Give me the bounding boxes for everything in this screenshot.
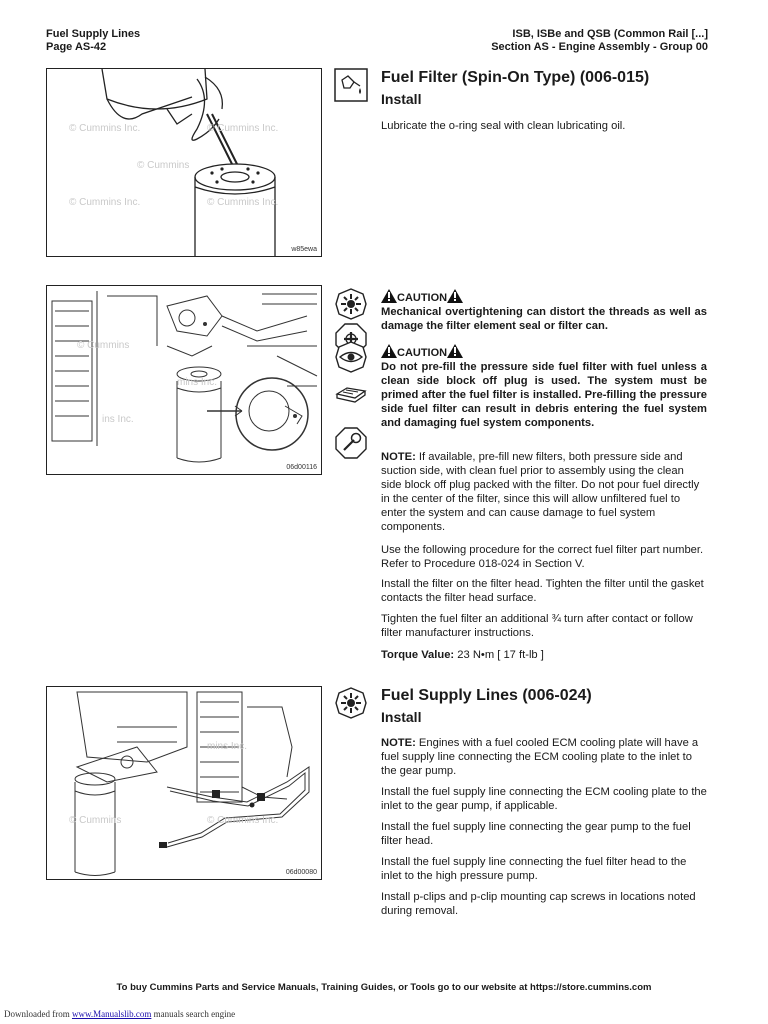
warning-triangle-icon <box>381 289 397 303</box>
note-text: If available, pre-fill new filters, both pressure side and suction side, with clean fuel prior to assembly using the clean side block off plug packed with the filter. Do not pour fuel directly in the center of the filter, since this will allow unfiltered fuel to enter the system and can cause damage to fuel system components. <box>381 451 700 533</box>
manual-title: ISB, ISBe and QSB (Common Rail [...] <box>512 28 708 40</box>
copyright-watermark: mins Inc. <box>207 741 248 752</box>
subsection-install: Install <box>381 709 422 725</box>
refer-manual-icon <box>334 376 368 410</box>
note-text: Engines with a fuel cooled ECM cooling plate will have a fuel supply line connecting the ECM cooling plate to the inlet to the gear pump. <box>381 737 699 777</box>
caution-text-overtightening: Mechanical overtightening can distort the threads as well as damage the filter element seal or filter can. <box>381 306 707 332</box>
copyright-watermark: © Cummins Inc. <box>207 815 279 826</box>
paragraph-tighten-filter: Tighten the fuel filter an additional ¾ turn after contact or follow filter manufacturer instructions. <box>381 613 693 639</box>
copyright-watermark: © Cummins Inc. <box>69 123 141 134</box>
warning-triangle-icon <box>447 344 463 358</box>
note-label: NOTE: <box>381 737 416 749</box>
caution-heading-1 <box>381 289 463 305</box>
step-lubricate: Lubricate the o-ring seal with clean lubricating oil. <box>381 120 626 132</box>
manualslib-link[interactable]: www.Manualslib.com <box>71 1009 152 1019</box>
caution-label: CAUTION <box>397 347 448 359</box>
torque-amount: 23 N•m [ 17 ft-lb ] <box>454 649 544 661</box>
subsection-install: Install <box>381 91 422 107</box>
engine-component-icon <box>334 686 368 720</box>
copyright-watermark: mins Inc. <box>177 377 218 388</box>
download-source <box>4 1009 235 1019</box>
download-suffix: manuals search engine <box>151 1009 236 1019</box>
page-number: Page AS-42 <box>46 41 107 53</box>
fuel-lines-illustration <box>47 687 321 879</box>
figure-lubricate-oring <box>46 68 322 257</box>
figure-install-filter <box>46 285 322 475</box>
figure-id: 06d00116 <box>286 464 317 471</box>
running-header-right <box>491 28 708 54</box>
running-header-left <box>46 28 140 54</box>
paragraph-p-clips: Install p-clips and p-clip mounting cap screws in locations noted during removal. <box>381 891 696 917</box>
copyright-watermark: © Cummins Inc. <box>69 197 141 208</box>
torque-wrench-icon <box>334 426 368 460</box>
figure-fuel-supply-lines <box>46 686 322 880</box>
caution-heading-2 <box>381 344 463 360</box>
inspect-eye-icon <box>334 340 368 374</box>
copyright-watermark: © Cummins Inc. <box>207 197 279 208</box>
figure-id: w85ewa <box>291 246 317 253</box>
warning-triangle-icon <box>447 289 463 303</box>
copyright-watermark: © Cummins <box>77 340 130 351</box>
section-title-fuel-filter: Fuel Filter (Spin-On Type) (006-015) <box>381 69 650 86</box>
torque-label: Torque Value: <box>381 649 455 661</box>
paragraph-install-filter: Install the filter on the filter head. Tighten the filter until the gasket contacts the filter head surface. <box>381 578 704 604</box>
copyright-watermark: © Cummins <box>137 160 190 171</box>
engine-component-icon <box>334 287 368 321</box>
paragraph-high-pressure-line: Install the fuel supply line connecting the fuel filter head to the inlet to the high pressure pump. <box>381 856 687 882</box>
caution-label: CAUTION <box>397 292 448 304</box>
paragraph-ecm-line: Install the fuel supply line connecting the ECM cooling plate to the inlet to the gear pump, if applicable. <box>381 786 707 812</box>
note-label: NOTE: <box>381 451 416 463</box>
download-prefix: Downloaded from <box>4 1009 72 1019</box>
note-prefill <box>381 450 707 534</box>
footer-store-notice: To buy Cummins Parts and Service Manuals, Training Guides, or Tools go to our website at https://store.cummins.com <box>116 982 652 993</box>
lubricate-oil-icon <box>334 68 368 102</box>
copyright-watermark: ins Inc. <box>102 414 134 425</box>
caution-text-prefill: Do not pre-fill the pressure side fuel filter with fuel unless a clean side block off plug is used. The system must be primed after the fuel filter is installed. Pre-filling the pressure side fuel filter can result in debris entering the fuel system and damaging fuel system components. <box>381 361 707 429</box>
torque-value <box>381 648 707 662</box>
paragraph-part-number: Use the following procedure for the correct fuel filter part number. Refer to Procedure 018-024 in Section V. <box>381 544 704 570</box>
warning-triangle-icon <box>381 344 397 358</box>
section-title-fuel-supply-lines: Fuel Supply Lines (006-024) <box>381 687 592 704</box>
figure-id: 06d00080 <box>285 869 317 876</box>
section-title: Section AS - Engine Assembly - Group 00 <box>491 41 708 53</box>
copyright-watermark: © Cummins <box>69 815 122 826</box>
section-name: Fuel Supply Lines <box>46 28 141 40</box>
paragraph-gear-pump-line: Install the fuel supply line connecting the gear pump to the fuel filter head. <box>381 821 691 847</box>
note-ecm-plate <box>381 736 707 778</box>
copyright-watermark: © Cummins Inc. <box>207 123 279 134</box>
